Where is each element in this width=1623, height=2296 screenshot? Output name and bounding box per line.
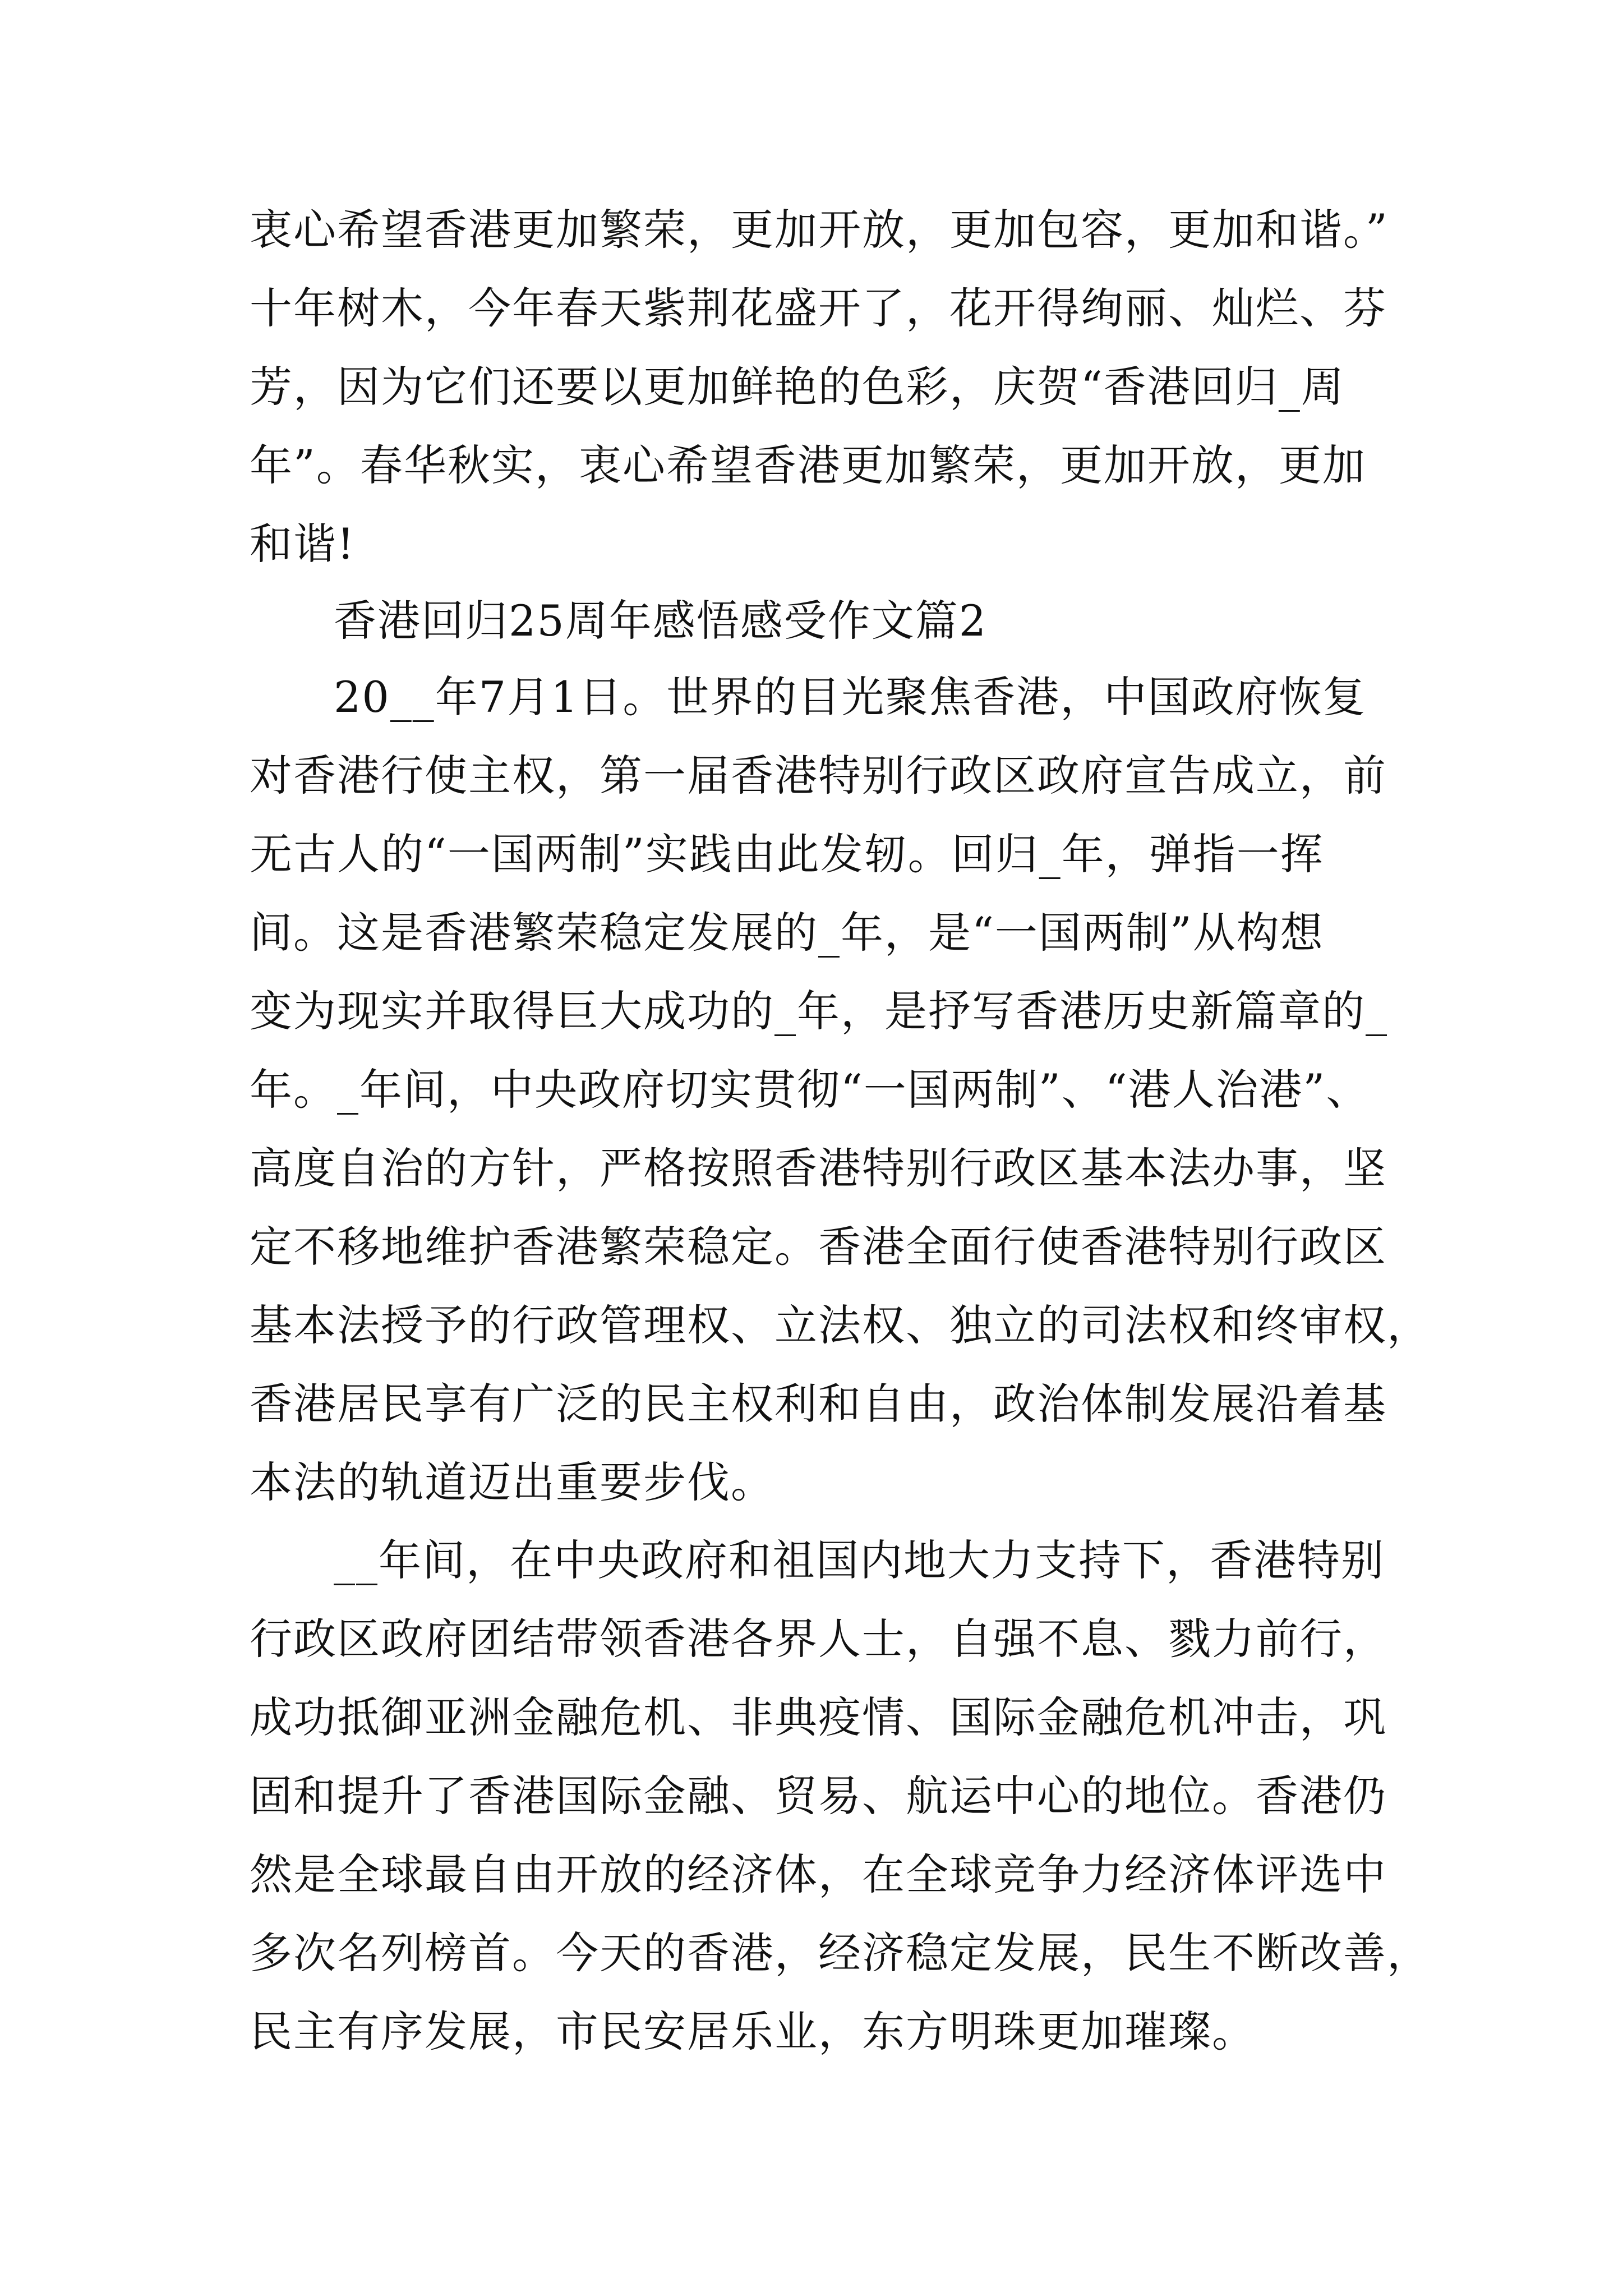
section-title: 香港回归25周年感悟感受作文篇2: [334, 596, 988, 646]
text-line: 行政区政府团结带领香港各界人士，自强不息、戮力前行，: [250, 1614, 1387, 1664]
text-line: 变为现实并取得巨大成功的_年，是抒写香港历史新篇章的_: [250, 986, 1388, 1036]
text-line: 对香港行使主权，第一届香港特别行政区政府宣告成立，前: [250, 751, 1387, 800]
text-line: 本法的轨道迈出重要步伐。: [250, 1457, 774, 1507]
text-line: 年”。春华秋实，衷心希望香港更加繁荣，更加开放，更加: [250, 440, 1366, 490]
text-line: 衷心希望香港更加繁荣，更加开放，更加包容，更加和谐。”: [250, 205, 1389, 255]
text-line: 高度自治的方针，严格按照香港特别行政区基本法办事，坚: [250, 1143, 1387, 1193]
text-line: 固和提升了香港国际金融、贸易、航运中心的地位。香港仍: [250, 1771, 1387, 1821]
text-line: 然是全球最自由开放的经济体，在全球竞争力经济体评选中: [250, 1849, 1387, 1899]
text-line: 多次名列榜首。今天的香港，经济稳定发展，民生不断改善，: [250, 1928, 1431, 1978]
text-line: 香港居民享有广泛的民主权利和自由，政治体制发展沿着基: [250, 1379, 1387, 1429]
text-line: 间。这是香港繁荣稳定发展的_年，是“一国两制”从构想: [250, 908, 1324, 958]
text-line: 民主有序发展，市民安居乐业，东方明珠更加璀璨。: [250, 2007, 1256, 2056]
text-line: 基本法授予的行政管理权、立法权、独立的司法权和终审权，: [250, 1300, 1431, 1350]
text-line: 和谐!: [250, 519, 356, 569]
text-line: 年。_年间，中央政府切实贯彻“一国两制”、“港人治港”、: [250, 1065, 1370, 1115]
text-line: 定不移地维护香港繁荣稳定。香港全面行使香港特别行政区: [250, 1222, 1387, 1272]
text-line: 20__年7月1日。世界的目光聚焦香港，中国政府恢复: [334, 672, 1367, 722]
text-line: 成功抵御亚洲金融危机、非典疫情、国际金融危机冲击，巩: [250, 1692, 1387, 1742]
text-line: 无古人的“一国两制”实践由此发轫。回归_年，弹指一挥: [250, 829, 1324, 879]
text-line: 十年树木，今年春天紫荆花盛开了，花开得绚丽、灿烂、芬: [250, 283, 1387, 333]
text-line: __年间，在中央政府和祖国内地大力支持下，香港特别: [334, 1535, 1385, 1585]
text-line: 芳，因为它们还要以更加鲜艳的色彩，庆贺“香港回归_周: [250, 362, 1345, 412]
